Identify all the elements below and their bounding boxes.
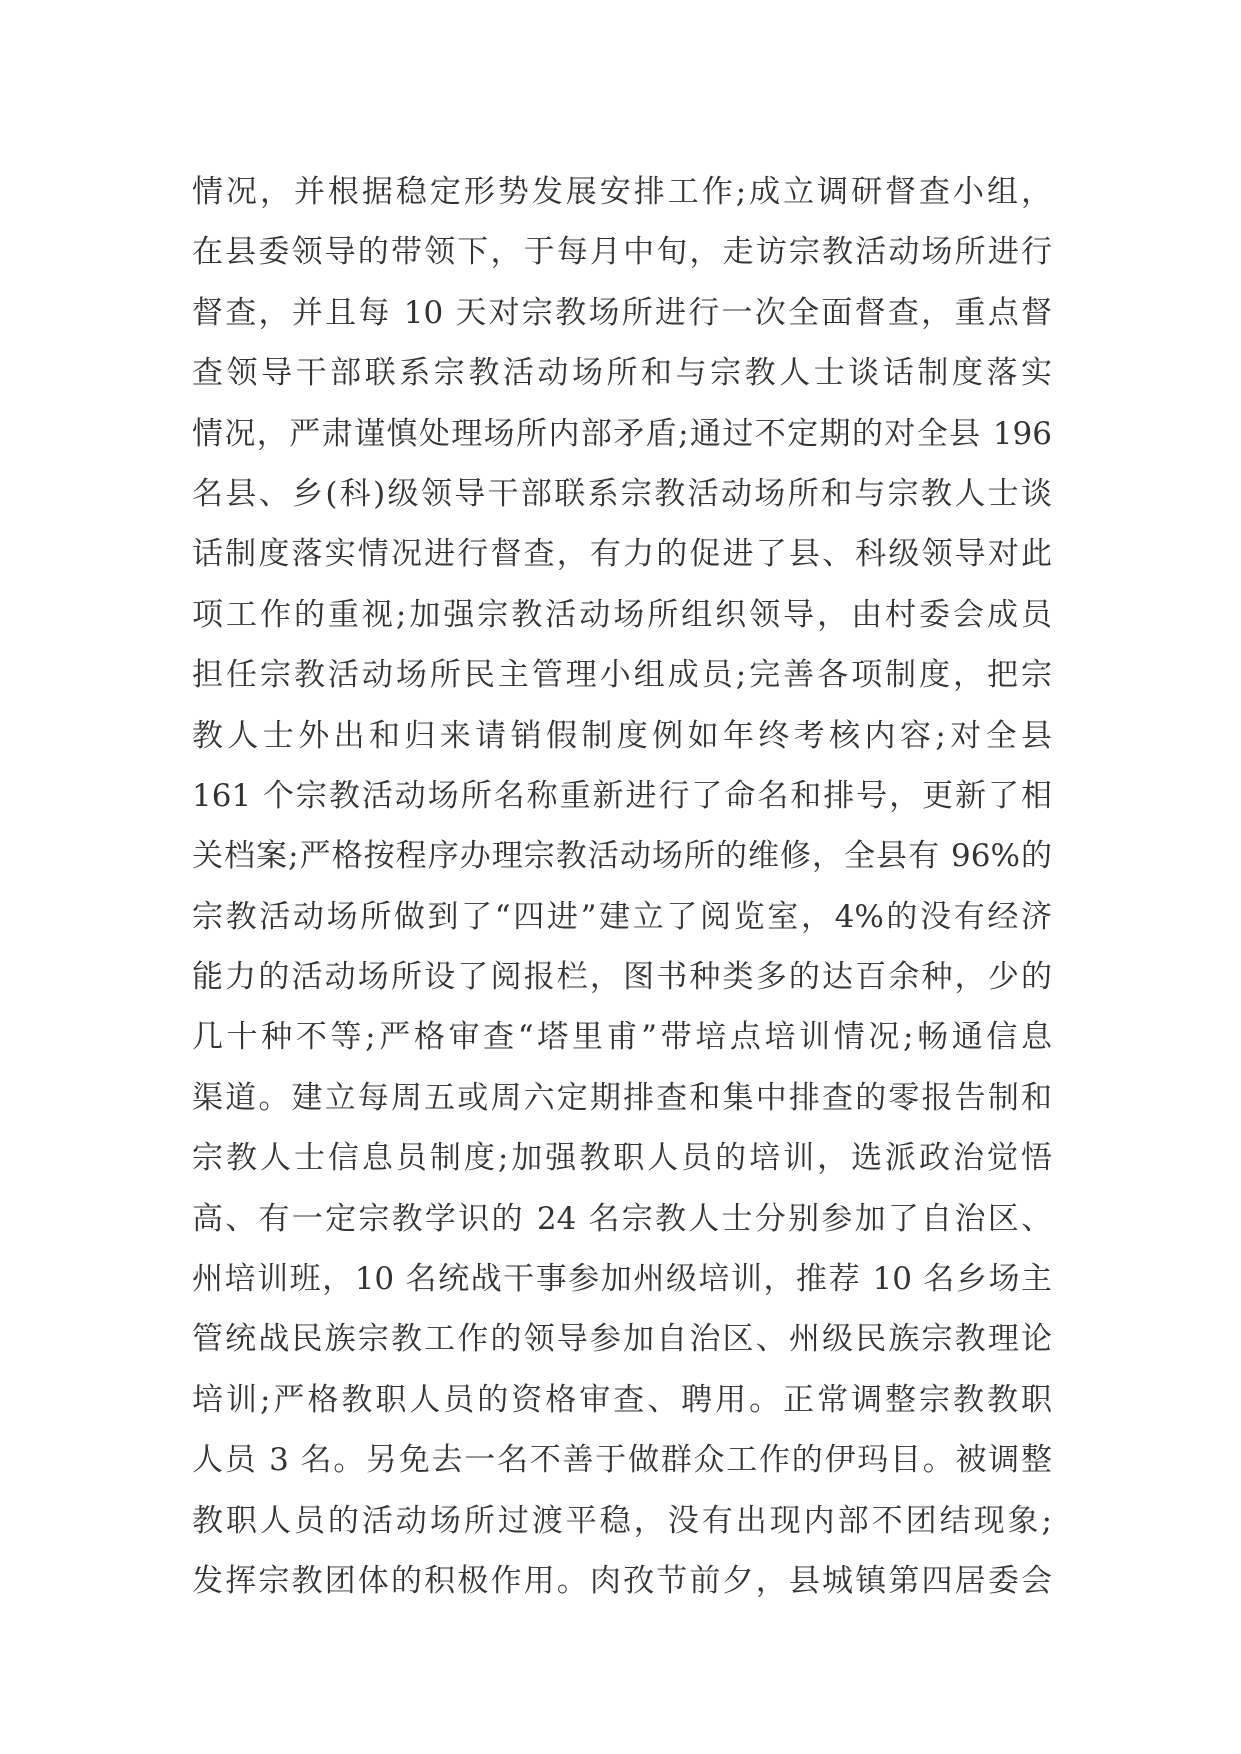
text-line: 情况，严肃谨慎处理场所内部矛盾;通过不定期的对全县 196 [192,415,1052,452]
text-line: 渠道。建立每周五或周六定期排查和集中排查的零报告制和 [192,1079,1052,1116]
text-line: 培训;严格教职人员的资格审查、聘用。正常调整宗教教职 [192,1381,1052,1418]
text-line: 宗教活动场所做到了“四进”建立了阅览室，4%的没有经济 [192,898,1052,935]
text-line: 高、有一定宗教学识的 24 名宗教人士分别参加了自治区、 [192,1200,1052,1237]
text-line: 情况，并根据稳定形势发展安排工作;成立调研督查小组， [192,174,1052,210]
text-line: 能力的活动场所设了阅报栏，图书种类多的达百余种，少的 [192,959,1052,996]
text-line: 几十种不等;严格审查“塔里甫”带培点培训情况;畅通信息 [192,1019,1052,1056]
text-line: 担任宗教活动场所民主管理小组成员;完善各项制度，把宗 [192,657,1052,694]
text-line: 教人士外出和归来请销假制度例如年终考核内容;对全县 [192,717,1052,754]
text-line: 管统战民族宗教工作的领导参加自治区、州级民族宗教理论 [192,1321,1052,1358]
text-line: 教职人员的活动场所过渡平稳，没有出现内部不团结现象; [192,1502,1052,1539]
text-line: 话制度落实情况进行督查，有力的促进了县、科级领导对此 [192,536,1052,573]
text-line: 在县委领导的带领下，于每月中旬，走访宗教活动场所进行 [192,234,1052,271]
text-line: 项工作的重视;加强宗教活动场所组织领导，由村委会成员 [192,596,1052,633]
text-line: 161 个宗教活动场所名称重新进行了命名和排号，更新了相 [192,777,1052,814]
text-line: 名县、乡(科)级领导干部联系宗教活动场所和与宗教人士谈 [192,475,1052,512]
body-text [192,162,1052,1611]
text-line: 关档案;严格按程序办理宗教活动场所的维修，全县有 96%的 [192,838,1052,875]
text-line: 州培训班，10 名统战干事参加州级培训，推荐 10 名乡场主 [192,1261,1052,1298]
text-line: 宗教人士信息员制度;加强教职人员的培训，选派政治觉悟 [192,1140,1052,1177]
text-line: 查领导干部联系宗教活动场所和与宗教人士谈话制度落实 [192,355,1052,392]
text-line: 督查，并且每 10 天对宗教场所进行一次全面督查，重点督 [192,294,1052,331]
text-line: 发挥宗教团体的积极作用。肉孜节前夕，县城镇第四居委会 [192,1562,1052,1599]
text-line: 人员 3 名。另免去一名不善于做群众工作的伊玛目。被调整 [192,1442,1052,1479]
